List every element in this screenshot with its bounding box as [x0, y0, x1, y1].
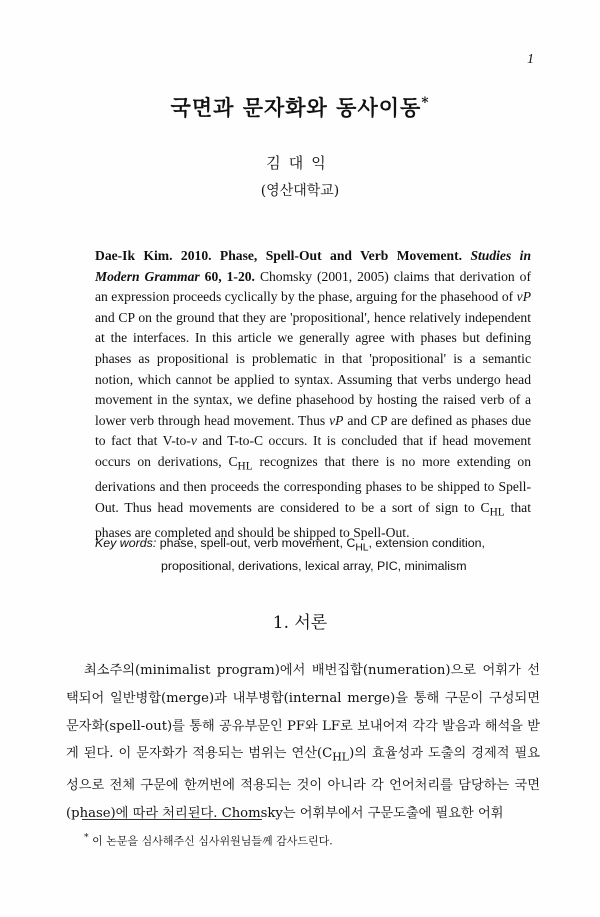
body-hl: HL: [332, 751, 350, 765]
keywords-line-2: propositional, derivations, lexical array, PIC, minimalism: [161, 559, 467, 574]
abstract-citation: Dae-Ik Kim. 2010. Phase, Spell-Out and Verb Movement.: [95, 248, 463, 263]
abstract-text-4: and T-to-C occurs. It is concluded that if head movement occurs on derivations, C: [95, 433, 531, 469]
body-part-1: 최소주의(minimalist program)에서 배번집합(numeration)으로 어휘가 선택되어 일반병합(merge)과 내부병합(internal merge)을 통해 구문이 구성되면 문자화(spell-out)를 통해 공유부문인 PF와 LF로 보내어져 각각 발음과 해석을 받게 된다. 이 문자화가 적용되는 범위는 연산(C: [66, 663, 540, 762]
author-affiliation: (영산대학교): [260, 183, 340, 199]
paper-title: [0, 92, 600, 122]
abstract: [95, 246, 531, 544]
body-paragraph: [66, 657, 540, 827]
abstract-text-5: recognizes that there is no more extending on derivations and then proceeds the corresponding phases to be shipped to Spell-Out. Thus head movements are considered to be a sort of sign to C: [95, 453, 531, 515]
keywords-line-1b: , extension condition,: [368, 536, 485, 550]
abstract-vp: vP: [516, 289, 531, 305]
abstract-v: v: [190, 433, 197, 449]
footnote-text: 이 논문을 심사해주신 심사위원님들께 감사드린다.: [88, 834, 333, 848]
abstract-text-6: that phases are completed and should be shipped to Spell-Out.: [95, 499, 531, 541]
abstract-text-3: and CP are defined as phases due to fact that V-to-: [95, 412, 531, 449]
keywords-line-1a: phase, spell-out, verb movement, C: [156, 536, 356, 550]
keywords: [95, 534, 535, 576]
body-part-2: )의 효율성과 도출의 경제적 필요성으로 전체 구문에 한꺼번에 적용되는 것이 아니라 각 언어처리를 담당하는 국면(phase)에 따라 처리된다. Chomsky는 어휘부에서 구문도출에 필요한 어휘: [66, 746, 540, 821]
abstract-text-2: and CP on the ground that they are 'propositional', hence relatively independent at the interfaces. In this article we generally agree with phases but defining phases as propositional is problematic in that 'propositional' is a semantic notion, which cannot be applied to syntax. Assuming that verbs undergo head movement in the syntax, we define phasehood by hosting the raised verb of a lower verb through head movement. Thus: [95, 309, 531, 428]
journal-name: Studies in Modern Grammar: [95, 248, 531, 284]
journal-info: 60, 1-20.: [204, 268, 255, 284]
abstract-vp-2: vP: [329, 412, 344, 428]
abstract-hl-2: HL: [489, 506, 505, 519]
footnote-divider: [82, 819, 262, 820]
abstract-text-1: Chomsky (2001, 2005) claims that derivation of an expression proceeds cyclically by the phase, arguing for the phasehood of: [95, 268, 532, 305]
title-footnote-mark: *: [421, 95, 430, 111]
title-text: 국면과 문자화와 동사이동: [170, 95, 422, 120]
page-number: 1: [527, 52, 534, 67]
author-name: 김대익: [266, 154, 334, 172]
footnote: [84, 832, 333, 849]
keywords-hl: HL: [355, 542, 369, 554]
keywords-label: Key words:: [95, 536, 157, 550]
section-heading: 1. 서론: [272, 613, 328, 633]
abstract-hl-1: HL: [237, 460, 253, 473]
footnote-mark: *: [84, 832, 89, 843]
